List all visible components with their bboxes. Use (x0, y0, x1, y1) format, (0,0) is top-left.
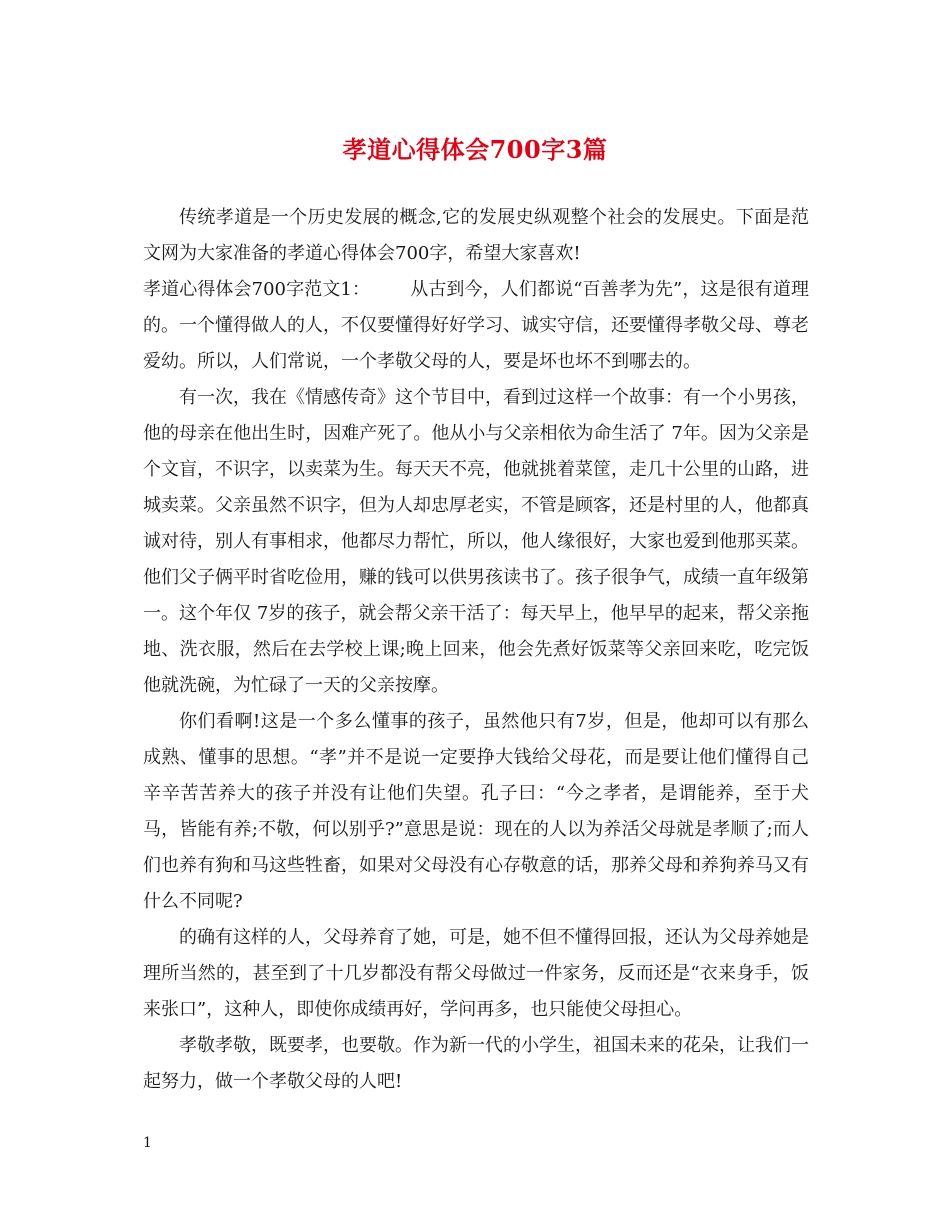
body-paragraph-4: 孝敬孝敬，既要孝，也要敬。作为新一代的小学生，祖国未来的花朵，让我们一起努力，做一个孝敬父母的人吧! (143, 1035, 809, 1092)
body-paragraph-3: 的确有这样的人，父母养育了她，可是，她不但不懂得回报，还认为父母养她是理所当然的，甚至到了十几岁都没有帮父母做过一件家务，反而还是“衣来身手，饭来张口”，这种人，即使你成绩再好，学问再多，也只能使父母担心。 (143, 927, 809, 1020)
section-label: 孝道心得体会700字范文1： (143, 279, 371, 300)
body-paragraph-1: 有一次，我在《情感传奇》这个节目中，看到过这样一个故事：有一个小男孩，他的母亲在他出生时，因难产死了。他从小与父亲相依为命生活了 7年。因为父亲是个文盲，不识字，以卖菜为生。每天天不亮，他就挑着菜筐，走几十公里的山路，进城卖菜。父亲虽然不识字，但为人却忠厚老实，不管是顾客，还是村里的人，他都真诚对待，别人有事相求，他都尽力帮忙，所以，他人缘很好，大家也爱到他那买菜。他们父子俩平时省吃俭用，赚的钱可以供男孩读书了。孩子很争气，成绩一直年级第一。这个年仅 7岁的孩子，就会帮父亲干活了：每天早上，他早早的起来，帮父亲拖地、洗衣服，然后在去学校上课;晚上回来，他会先煮好饭菜等父亲回来吃，吃完饭他就洗碗，为忙碌了一天的父亲按摩。 (143, 387, 809, 696)
intro-paragraph: 传统孝道是一个历史发展的概念,它的发展史纵观整个社会的发展史。下面是范文网为大家准备的孝道心得体会700字，希望大家喜欢! (143, 207, 809, 264)
section-paragraph (143, 272, 809, 380)
page-number: 1 (143, 1135, 152, 1151)
body-paragraph-2: 你们看啊!这是一个多么懂事的孩子，虽然他只有7岁，但是，他却可以有那么成熟、懂事的思想。“孝”并不是说一定要挣大钱给父母花，而是要让他们懂得自己辛辛苦苦养大的孩子并没有让他们失望。孔子曰：“今之孝者，是谓能养，至于犬马，皆能有养;不敬，何以别乎?”意思是说：现在的人以为养活父母就是孝顺了;而人们也养有狗和马这些牲畜，如果对父母没有心存敬意的话，那养父母和养狗养马又有什么不同呢? (143, 711, 809, 912)
document-body (143, 200, 809, 1100)
section-first-text: 从古到今，人们都说“百善孝为先”，这是很有道理的。一个懂得做人的人，不仅要懂得好好学习、诚实守信，还要懂得孝敬父母、尊老爱幼。所以，人们常说，一个孝敬父母的人，要是坏也坏不到哪去的。 (143, 279, 809, 372)
document-title: 孝道心得体会700字3篇 (342, 135, 608, 164)
